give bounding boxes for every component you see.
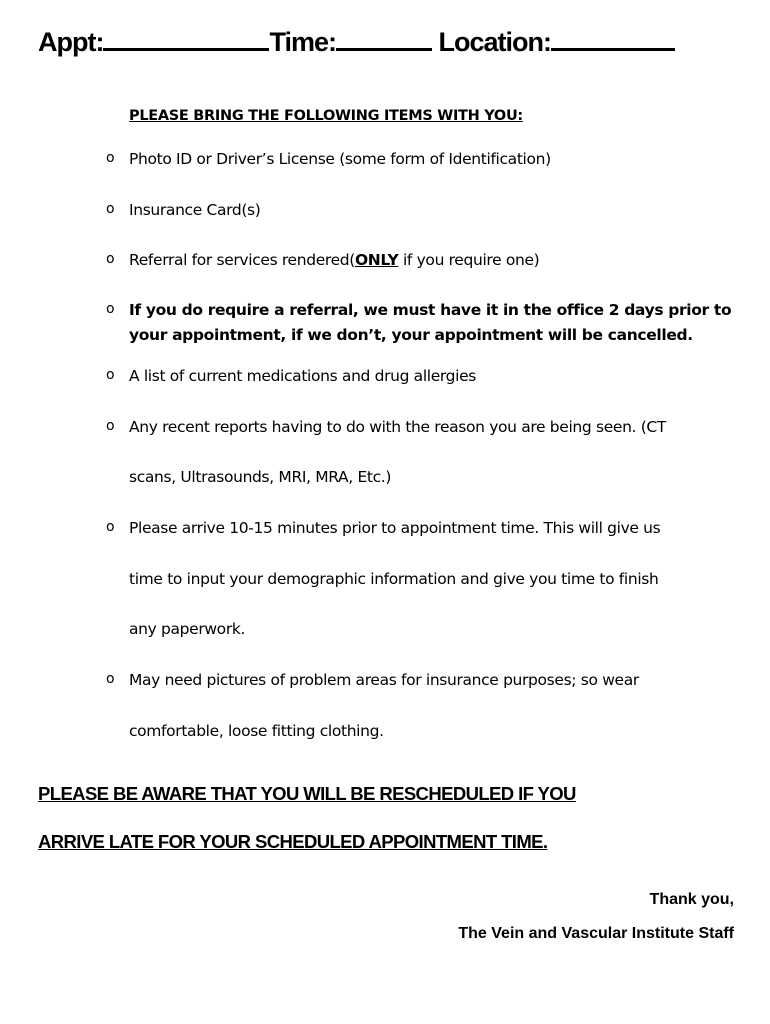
item-text-line-2: time to input your demographic information and give you time to finish bbox=[129, 570, 659, 588]
bullet-circle-icon: o bbox=[106, 251, 115, 267]
item-text: Photo ID or Driver’s License (some form of Identification) bbox=[129, 150, 551, 168]
staff-signature: The Vein and Vascular Institute Staff bbox=[458, 925, 734, 942]
bullet-circle-icon: o bbox=[106, 301, 115, 317]
item-text-line-2: comfortable, loose fitting clothing. bbox=[129, 722, 384, 740]
item-text-line-2: your appointment, if we don’t, your appointment will be cancelled. bbox=[129, 326, 693, 344]
location-blank-line bbox=[551, 26, 675, 51]
item-text-line-2: scans, Ultrasounds, MRI, MRA, Etc.) bbox=[129, 468, 392, 486]
item-text bbox=[129, 251, 539, 269]
reschedule-warning-line-1: PLEASE BE AWARE THAT YOU WILL BE RESCHEDULED IF YOU bbox=[38, 783, 576, 804]
item-text-line-3: any paperwork. bbox=[129, 620, 246, 638]
closing-thank-you: Thank you, bbox=[649, 891, 734, 908]
item-text-line-1: Please arrive 10-15 minutes prior to appointment time. This will give us bbox=[129, 519, 661, 537]
location-label: Location: bbox=[438, 27, 552, 57]
referral-text-post: if you require one) bbox=[398, 251, 540, 269]
time-blank-line bbox=[336, 26, 432, 51]
appointment-header bbox=[38, 26, 675, 58]
bullet-circle-icon: o bbox=[106, 671, 115, 687]
item-text: Insurance Card(s) bbox=[129, 201, 261, 219]
bring-items-heading: PLEASE BRING THE FOLLOWING ITEMS WITH YOU: bbox=[129, 108, 523, 124]
item-text-line-1: May need pictures of problem areas for insurance purposes; so wear bbox=[129, 671, 639, 689]
bullet-circle-icon: o bbox=[106, 519, 115, 535]
appt-label: Appt: bbox=[38, 27, 104, 57]
bullet-circle-icon: o bbox=[106, 150, 115, 166]
time-label: Time: bbox=[269, 27, 336, 57]
item-text-line-1: Any recent reports having to do with the reason you are being seen. (CT bbox=[129, 418, 666, 436]
item-text: A list of current medications and drug allergies bbox=[129, 367, 477, 385]
reschedule-warning-line-2: ARRIVE LATE FOR YOUR SCHEDULED APPOINTMENT TIME. bbox=[38, 831, 548, 852]
referral-text-pre: Referral for services rendered( bbox=[129, 251, 355, 269]
only-emphasis: ONLY bbox=[354, 251, 399, 269]
appt-blank-line bbox=[103, 26, 269, 51]
item-text-line-1: If you do require a referral, we must have it in the office 2 days prior to bbox=[129, 301, 732, 319]
bullet-circle-icon: o bbox=[106, 201, 115, 217]
bullet-circle-icon: o bbox=[106, 418, 115, 434]
bullet-circle-icon: o bbox=[106, 367, 115, 383]
